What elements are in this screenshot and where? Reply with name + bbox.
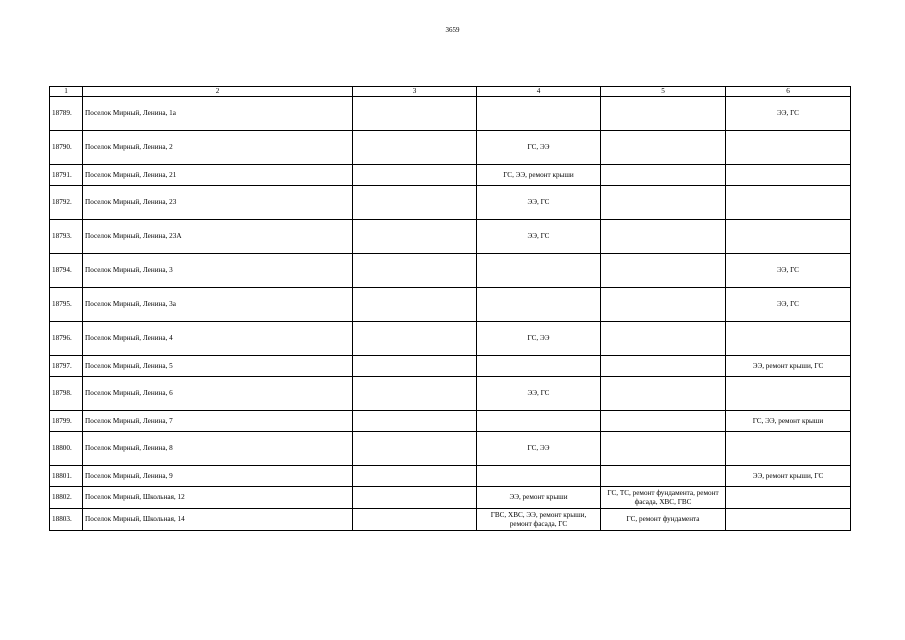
row-col6 (726, 432, 851, 466)
row-col6: ЭЭ, ГС (726, 288, 851, 322)
row-col4 (477, 97, 601, 131)
row-col4: ГС, ЭЭ (477, 131, 601, 165)
row-col6 (726, 165, 851, 186)
row-col5 (601, 165, 726, 186)
row-col4 (477, 466, 601, 487)
row-col4 (477, 356, 601, 377)
row-col3 (353, 97, 477, 131)
row-address: Поселок Мирный, Школьная, 14 (83, 509, 353, 531)
row-col3 (353, 356, 477, 377)
row-col4: ЭЭ, ГС (477, 220, 601, 254)
row-col6: ЭЭ, ремонт крыши, ГС (726, 356, 851, 377)
row-address: Поселок Мирный, Ленина, 21 (83, 165, 353, 186)
table-row (50, 487, 851, 509)
row-col6 (726, 322, 851, 356)
row-col6: ЭЭ, ремонт крыши, ГС (726, 466, 851, 487)
row-col3 (353, 432, 477, 466)
row-col3 (353, 254, 477, 288)
row-number: 18795. (50, 288, 83, 322)
row-col6 (726, 509, 851, 531)
row-col4: ЭЭ, ГС (477, 377, 601, 411)
row-number: 18792. (50, 186, 83, 220)
row-col4: ГС, ЭЭ, ремонт крыши (477, 165, 601, 186)
table-row (50, 288, 851, 322)
row-address: Поселок Мирный, Ленина, 9 (83, 466, 353, 487)
row-col4 (477, 411, 601, 432)
row-col5 (601, 356, 726, 377)
row-col5 (601, 288, 726, 322)
row-number: 18800. (50, 432, 83, 466)
row-address: Поселок Мирный, Ленина, 3 (83, 254, 353, 288)
row-number: 18797. (50, 356, 83, 377)
table-row (50, 254, 851, 288)
table-row (50, 186, 851, 220)
row-number: 18791. (50, 165, 83, 186)
row-number: 18790. (50, 131, 83, 165)
row-col6 (726, 186, 851, 220)
column-header-2: 2 (83, 87, 353, 97)
row-col3 (353, 411, 477, 432)
row-col3 (353, 131, 477, 165)
table-row (50, 509, 851, 531)
column-header-6: 6 (726, 87, 851, 97)
table-row (50, 165, 851, 186)
row-number: 18799. (50, 411, 83, 432)
works-table (49, 86, 851, 531)
row-address: Поселок Мирный, Ленина, 5 (83, 356, 353, 377)
row-col3 (353, 466, 477, 487)
row-col6 (726, 220, 851, 254)
row-col3 (353, 509, 477, 531)
column-header-3: 3 (353, 87, 477, 97)
row-address: Поселок Мирный, Ленина, 23 (83, 186, 353, 220)
page-number: 3659 (445, 26, 460, 34)
row-address: Поселок Мирный, Ленина, 4 (83, 322, 353, 356)
row-col6 (726, 377, 851, 411)
row-address: Поселок Мирный, Ленина, 6 (83, 377, 353, 411)
row-address: Поселок Мирный, Ленина, 1а (83, 97, 353, 131)
row-col5 (601, 186, 726, 220)
row-col3 (353, 220, 477, 254)
row-col3 (353, 165, 477, 186)
row-address: Поселок Мирный, Ленина, 8 (83, 432, 353, 466)
row-number: 18802. (50, 487, 83, 509)
row-number: 18798. (50, 377, 83, 411)
table-row (50, 377, 851, 411)
row-number: 18793. (50, 220, 83, 254)
row-col5 (601, 411, 726, 432)
row-col5 (601, 466, 726, 487)
row-col6 (726, 487, 851, 509)
row-col3 (353, 288, 477, 322)
row-address: Поселок Мирный, Ленина, 2 (83, 131, 353, 165)
row-col6 (726, 131, 851, 165)
row-number: 18794. (50, 254, 83, 288)
row-col3 (353, 487, 477, 509)
table-row (50, 322, 851, 356)
row-col4 (477, 288, 601, 322)
row-col5 (601, 432, 726, 466)
row-col4: ЭЭ, ГС (477, 186, 601, 220)
row-number: 18803. (50, 509, 83, 531)
row-col4: ГС, ЭЭ (477, 322, 601, 356)
row-col6: ЭЭ, ГС (726, 254, 851, 288)
table-row (50, 432, 851, 466)
row-col4 (477, 254, 601, 288)
row-col6: ЭЭ, ГС (726, 97, 851, 131)
row-col6: ГС, ЭЭ, ремонт крыши (726, 411, 851, 432)
row-col5 (601, 377, 726, 411)
row-address: Поселок Мирный, Ленина, 7 (83, 411, 353, 432)
column-header-4: 4 (477, 87, 601, 97)
column-header-5: 5 (601, 87, 726, 97)
row-col5: ГС, ремонт фундамента (601, 509, 726, 531)
row-number: 18796. (50, 322, 83, 356)
table-row (50, 466, 851, 487)
row-address: Поселок Мирный, Школьная, 12 (83, 487, 353, 509)
row-col5 (601, 220, 726, 254)
row-col3 (353, 322, 477, 356)
table-row (50, 97, 851, 131)
row-col4: ГВС, ХВС, ЭЭ, ремонт крыши, ремонт фасада, ГС (477, 509, 601, 531)
row-col3 (353, 186, 477, 220)
row-col5: ГС, ТС, ремонт фундамента, ремонт фасада, ХВС, ГВС (601, 487, 726, 509)
column-header-1: 1 (50, 87, 83, 97)
table-row (50, 220, 851, 254)
row-address: Поселок Мирный, Ленина, 23А (83, 220, 353, 254)
table-row (50, 411, 851, 432)
table-row (50, 131, 851, 165)
row-number: 18789. (50, 97, 83, 131)
row-col4: ГС, ЭЭ (477, 432, 601, 466)
row-col4: ЭЭ, ремонт крыши (477, 487, 601, 509)
row-col3 (353, 377, 477, 411)
row-address: Поселок Мирный, Ленина, 3а (83, 288, 353, 322)
header-row (50, 87, 851, 97)
row-col5 (601, 131, 726, 165)
row-col5 (601, 254, 726, 288)
row-col5 (601, 322, 726, 356)
row-number: 18801. (50, 466, 83, 487)
row-col5 (601, 97, 726, 131)
table-row (50, 356, 851, 377)
